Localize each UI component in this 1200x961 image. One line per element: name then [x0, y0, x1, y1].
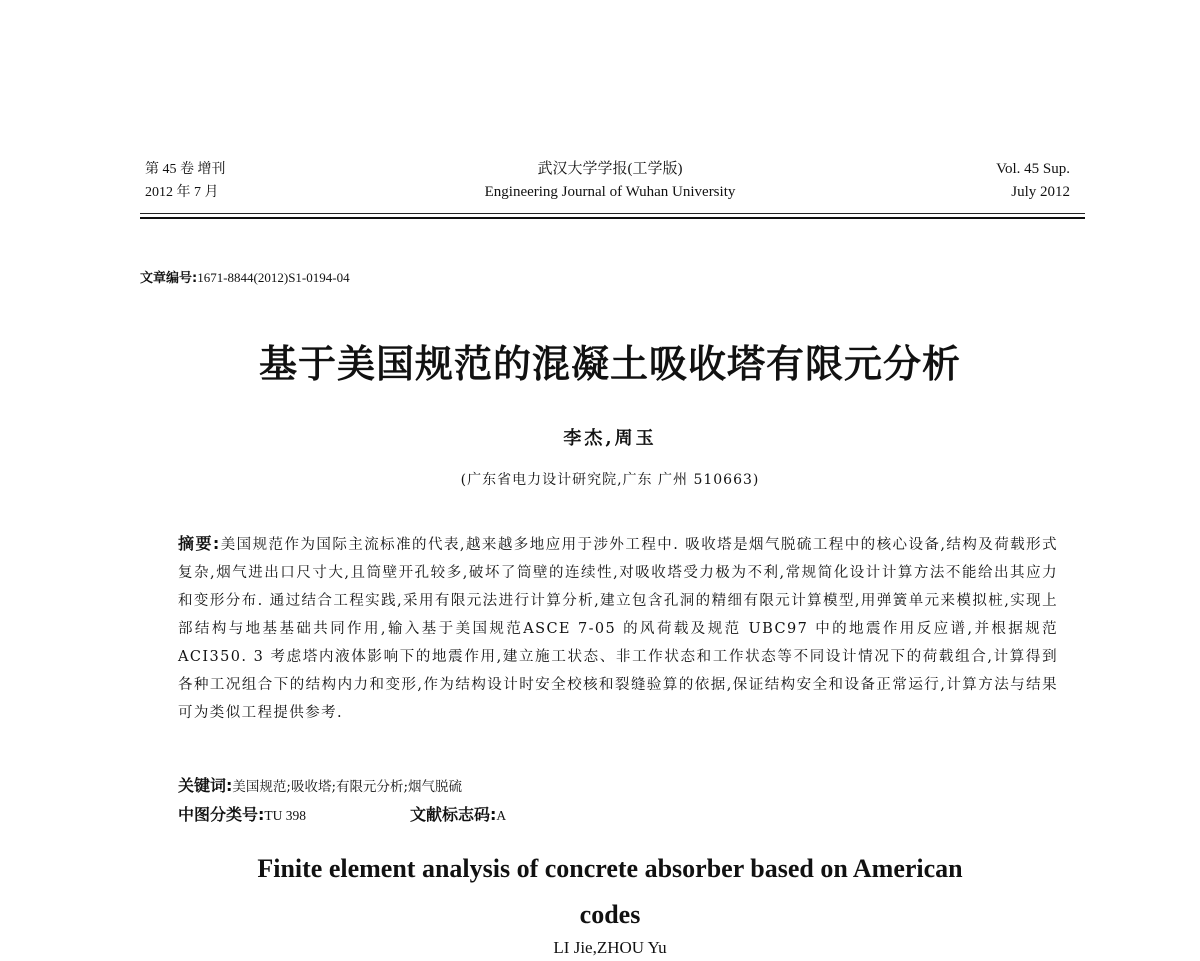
- authors-en: LI Jie,ZHOU Yu: [553, 938, 667, 957]
- authors-cn: 李杰,周玉: [563, 428, 657, 449]
- volume-issue-en: Vol. 45 Sup.: [996, 161, 1070, 177]
- affiliation-cn: (广东省电力设计研究院,广东 广州 510663): [460, 472, 760, 488]
- journal-name-cn: 武汉大学学报(工学版): [537, 161, 683, 177]
- running-header-left: [145, 158, 226, 204]
- running-header-center: [440, 158, 780, 204]
- clc-number-label: 中图分类号:: [178, 805, 265, 824]
- document-code-label: 文献标志码:: [410, 805, 497, 824]
- keywords-label: 关键词:: [178, 776, 233, 795]
- clc-number: [178, 802, 306, 825]
- publication-date-cn: 2012 年 7 月: [145, 185, 219, 200]
- paper-title-en: [0, 846, 1200, 938]
- abstract-label: 摘要:: [178, 534, 221, 553]
- article-number-label: 文章编号:: [140, 271, 198, 286]
- keywords: [178, 773, 462, 796]
- paper-title-cn: 基于美国规范的混凝土吸收塔有限元分析: [258, 342, 961, 386]
- abstract: [178, 530, 1058, 727]
- journal-name-en: Engineering Journal of Wuhan University: [484, 184, 736, 200]
- publication-date-en: July 2012: [1011, 184, 1070, 200]
- document-code: [410, 802, 506, 825]
- volume-issue-cn: 第 45 卷 增刊: [145, 162, 226, 177]
- header-rule-thick: [140, 217, 1085, 219]
- header-rule-thin: [140, 213, 1085, 214]
- document-code-value: A: [496, 808, 507, 823]
- clc-number-value: TU 398: [264, 808, 307, 823]
- running-header-right: [996, 158, 1070, 204]
- paper-title-en-text: Finite element analysis of concrete absorber based on American codes: [257, 854, 963, 929]
- keywords-value: 美国规范;吸收塔;有限元分析;烟气脱硫: [232, 779, 463, 795]
- article-number-value: 1671-8844(2012)S1-0194-04: [197, 270, 350, 285]
- abstract-text: 美国规范作为国际主流标准的代表,越来越多地应用于涉外工程中. 吸收塔是烟气脱硫工程中的核心设备,结构及荷载形式复杂,烟气进出口尺寸大,且筒壁开孔较多,破坏了筒壁的连续性,对吸收塔受力极为不利,常规简化设计计算方法不能给出其应力和变形分布. 通过结合工程实践,采用有限元法进行计算分析,建立包含孔洞的精细有限元计算模型,用弹簧单元来模拟桩,实现上部结构与地基基础共同作用,输入基于美国规范ASCE 7-05 的风荷载及规范 UBC97 中的地震作用反应谱,并根据规范 ACI350. 3 考虑塔内液体影响下的地震作用,建立施工状态、非工作状态和工作状态等不同设计情况下的荷载组合,计算得到各种工况组合下的结构内力和变形,作为结构设计时安全校核和裂缝验算的依据,保证结构安全和设备正常运行,计算方法与结果可为类似工程提供参考.: [178, 537, 1058, 721]
- article-number: [140, 267, 350, 286]
